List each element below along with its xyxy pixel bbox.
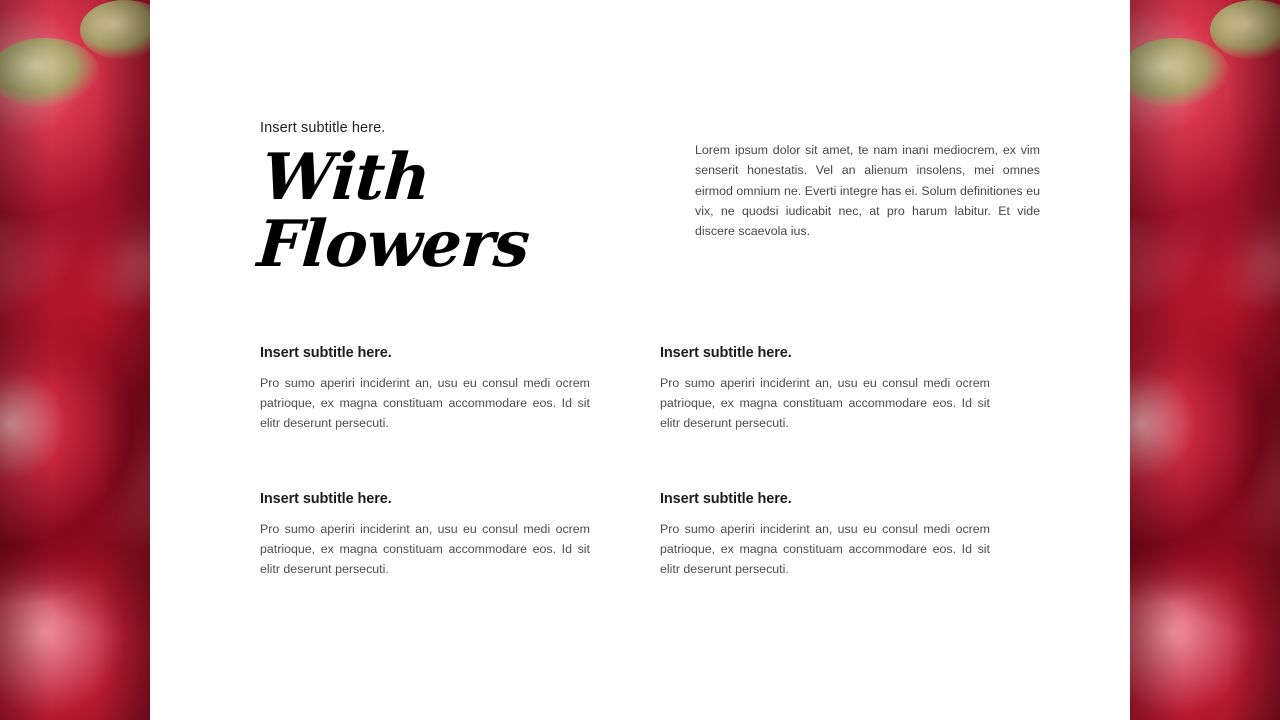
feature-body: Pro sumo aperiri inciderint an, usu eu consul medi ocrem patrioque, ex magna constituam accommodare eos. Id sit elitr deserunt persecuti. [660, 522, 990, 577]
feature-item [260, 491, 590, 579]
subtitle-eyebrow: Insert subtitle here. [260, 120, 386, 136]
feature-item [660, 491, 990, 579]
intro-paragraph: Lorem ipsum dolor sit amet, te nam inani mediocrem, ex vim senserit honestatis. Vel an alienum insolens, mei omnes eirmod omnium ne. Everti integre has ei. Solum definitiones eu vix, ne quodsi iudicabit nec, at pro harum labitur. Et vide discere scaevola ius. [695, 143, 1040, 238]
feature-item [660, 345, 990, 433]
feature-title: Insert subtitle here. [660, 491, 792, 508]
photo-vignette [1130, 0, 1280, 720]
feature-item [260, 345, 590, 433]
red-roses-photo-right [1130, 0, 1280, 720]
feature-title: Insert subtitle here. [260, 491, 392, 508]
feature-title: Insert subtitle here. [260, 345, 392, 361]
page-title: With Flowers [255, 140, 532, 283]
header-block [255, 120, 680, 283]
photo-vignette [0, 0, 150, 720]
content-card [150, 0, 1130, 720]
feature-body: Pro sumo aperiri inciderint an, usu eu consul medi ocrem patrioque, ex magna constituam accommodare eos. Id sit elitr deserunt persecuti. [260, 522, 590, 577]
feature-grid [260, 345, 1050, 580]
feature-title: Insert subtitle here. [660, 345, 792, 361]
feature-body: Pro sumo aperiri inciderint an, usu eu consul medi ocrem patrioque, ex magna constituam accommodare eos. Id sit elitr deserunt persecuti. [660, 376, 990, 431]
red-roses-photo-left [0, 0, 150, 720]
feature-body: Pro sumo aperiri inciderint an, usu eu consul medi ocrem patrioque, ex magna constituam accommodare eos. Id sit elitr deserunt persecuti. [260, 376, 590, 431]
